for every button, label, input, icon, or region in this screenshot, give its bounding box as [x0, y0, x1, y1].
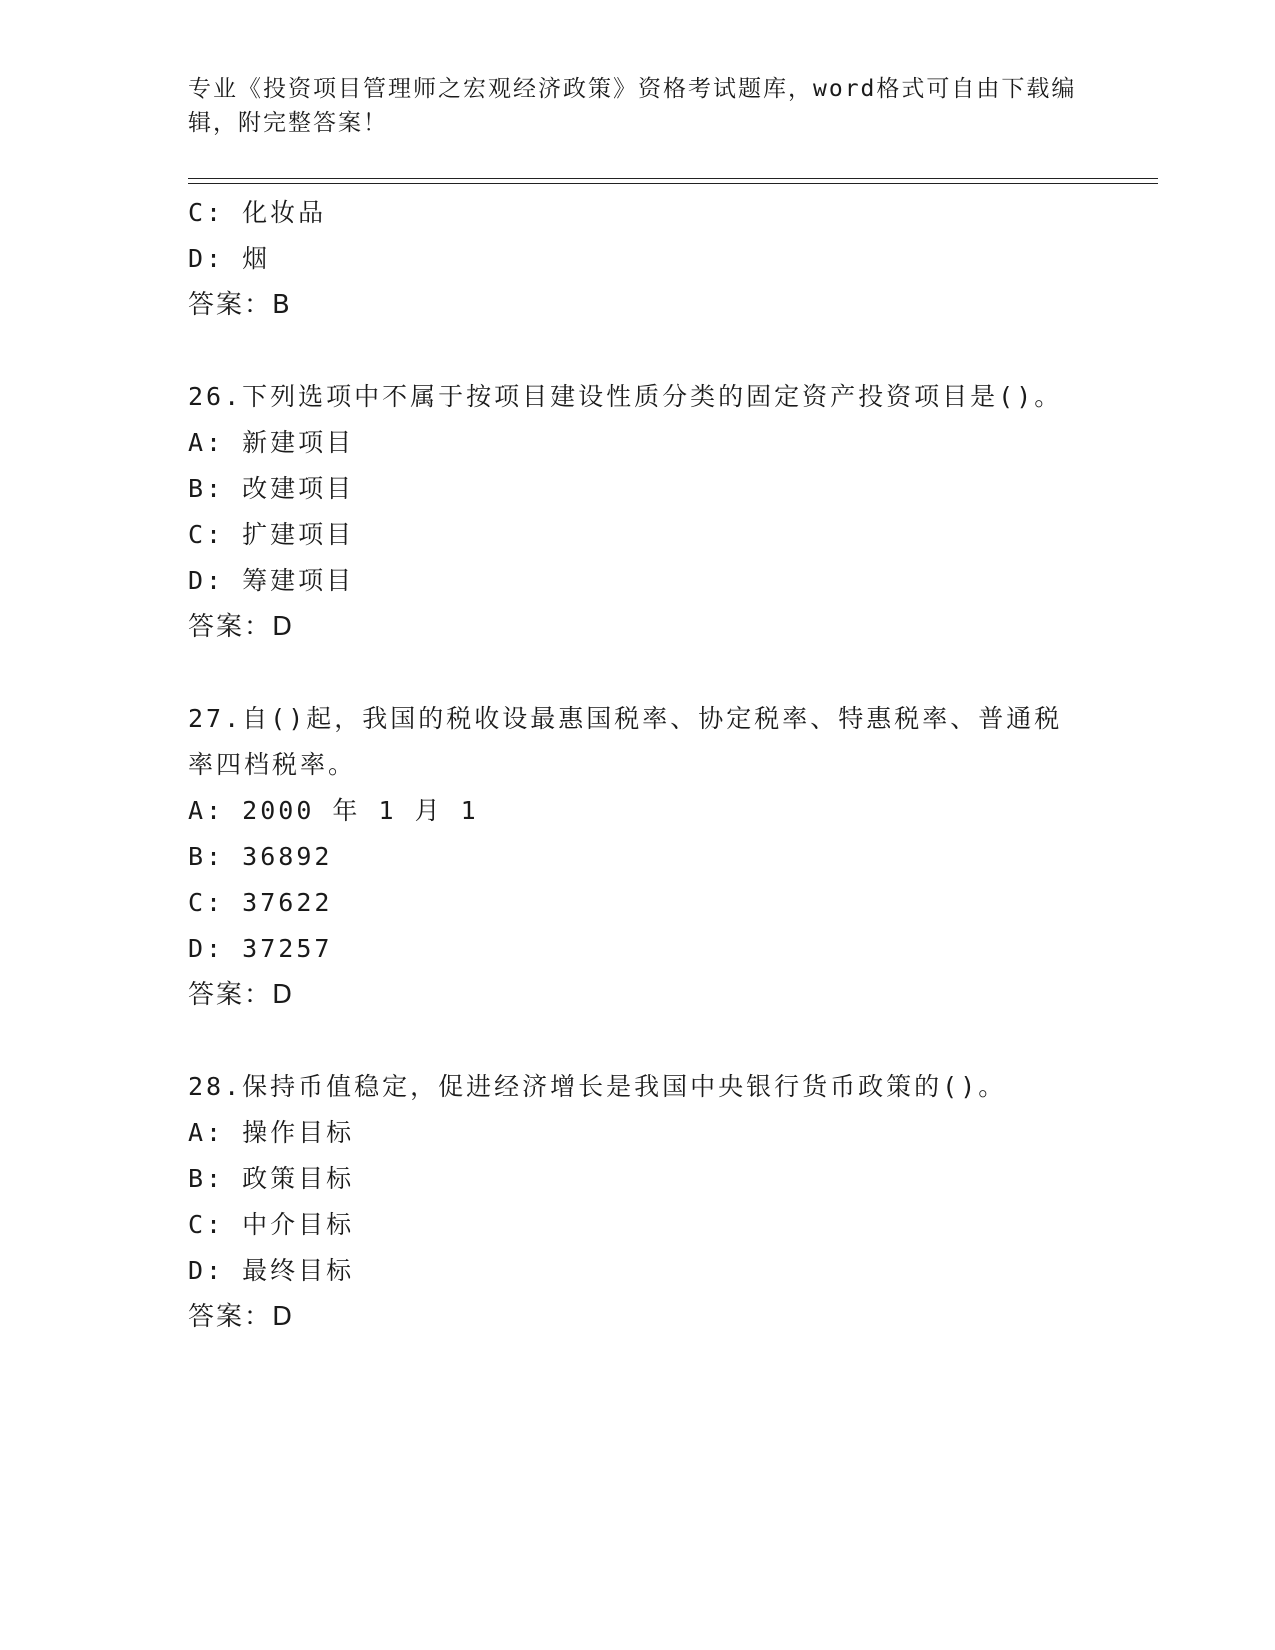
- option-c: [188, 190, 1148, 236]
- option-d: [188, 558, 1148, 604]
- option-text: 36892: [242, 842, 333, 871]
- question-stem: 27.自()起，我国的税收设最惠国税率、协定税率、特惠税率、普通税率四档税率。: [188, 704, 1063, 779]
- option-c: [188, 1202, 1148, 1248]
- option-label: A:: [188, 796, 225, 825]
- option-label: C:: [188, 198, 225, 227]
- option-text: 新建项目: [242, 428, 355, 457]
- question-27: [188, 696, 1148, 1018]
- previous-question-tail: [188, 190, 1148, 328]
- option-b: [188, 1156, 1148, 1202]
- question-stem: 26.下列选项中不属于按项目建设性质分类的固定资产投资项目是()。: [188, 382, 1063, 411]
- question-28: [188, 1064, 1148, 1340]
- option-label: D:: [188, 1256, 225, 1285]
- header-divider-bottom: [188, 183, 1158, 184]
- option-text: 37257: [242, 934, 333, 963]
- option-text: 2000 年 1 月 1: [242, 796, 479, 825]
- question-stem: 28.保持币值稳定，促进经济增长是我国中央银行货币政策的()。: [188, 1072, 1007, 1101]
- option-label: D:: [188, 566, 225, 595]
- option-label: B:: [188, 1164, 225, 1193]
- option-d: [188, 926, 1148, 972]
- option-text: 烟: [242, 244, 271, 273]
- answer-line: 答案：D: [188, 980, 295, 1010]
- option-a: [188, 788, 1148, 834]
- question-list: [188, 190, 1148, 1340]
- answer-line: 答案：D: [188, 612, 295, 642]
- option-b: [188, 834, 1148, 880]
- option-b: [188, 466, 1148, 512]
- option-text: 政策目标: [242, 1164, 355, 1193]
- option-c: [188, 512, 1148, 558]
- answer-line: 答案：D: [188, 1302, 295, 1332]
- option-label: C:: [188, 520, 225, 549]
- option-text: 化妆品: [242, 198, 327, 227]
- question-26: [188, 374, 1148, 650]
- option-c: [188, 880, 1148, 926]
- option-label: B:: [188, 842, 225, 871]
- option-text: 扩建项目: [242, 520, 355, 549]
- option-text: 操作目标: [242, 1118, 355, 1147]
- option-d: [188, 1248, 1148, 1294]
- option-label: B:: [188, 474, 225, 503]
- option-text: 筹建项目: [242, 566, 355, 595]
- document-header: 专业《投资项目管理师之宏观经济政策》资格考试题库，word格式可自由下载编辑，附完整答案！: [188, 76, 1077, 136]
- option-a: [188, 1110, 1148, 1156]
- option-text: 37622: [242, 888, 333, 917]
- option-label: C:: [188, 1210, 225, 1239]
- option-label: A:: [188, 1118, 225, 1147]
- option-label: C:: [188, 888, 225, 917]
- answer-line: 答案：B: [188, 290, 292, 320]
- option-d: [188, 236, 1148, 282]
- header-divider-top: [188, 178, 1158, 179]
- option-label: D:: [188, 934, 225, 963]
- option-label: A:: [188, 428, 225, 457]
- option-text: 改建项目: [242, 474, 355, 503]
- option-label: D:: [188, 244, 225, 273]
- option-text: 最终目标: [242, 1256, 355, 1285]
- option-a: [188, 420, 1148, 466]
- option-text: 中介目标: [242, 1210, 355, 1239]
